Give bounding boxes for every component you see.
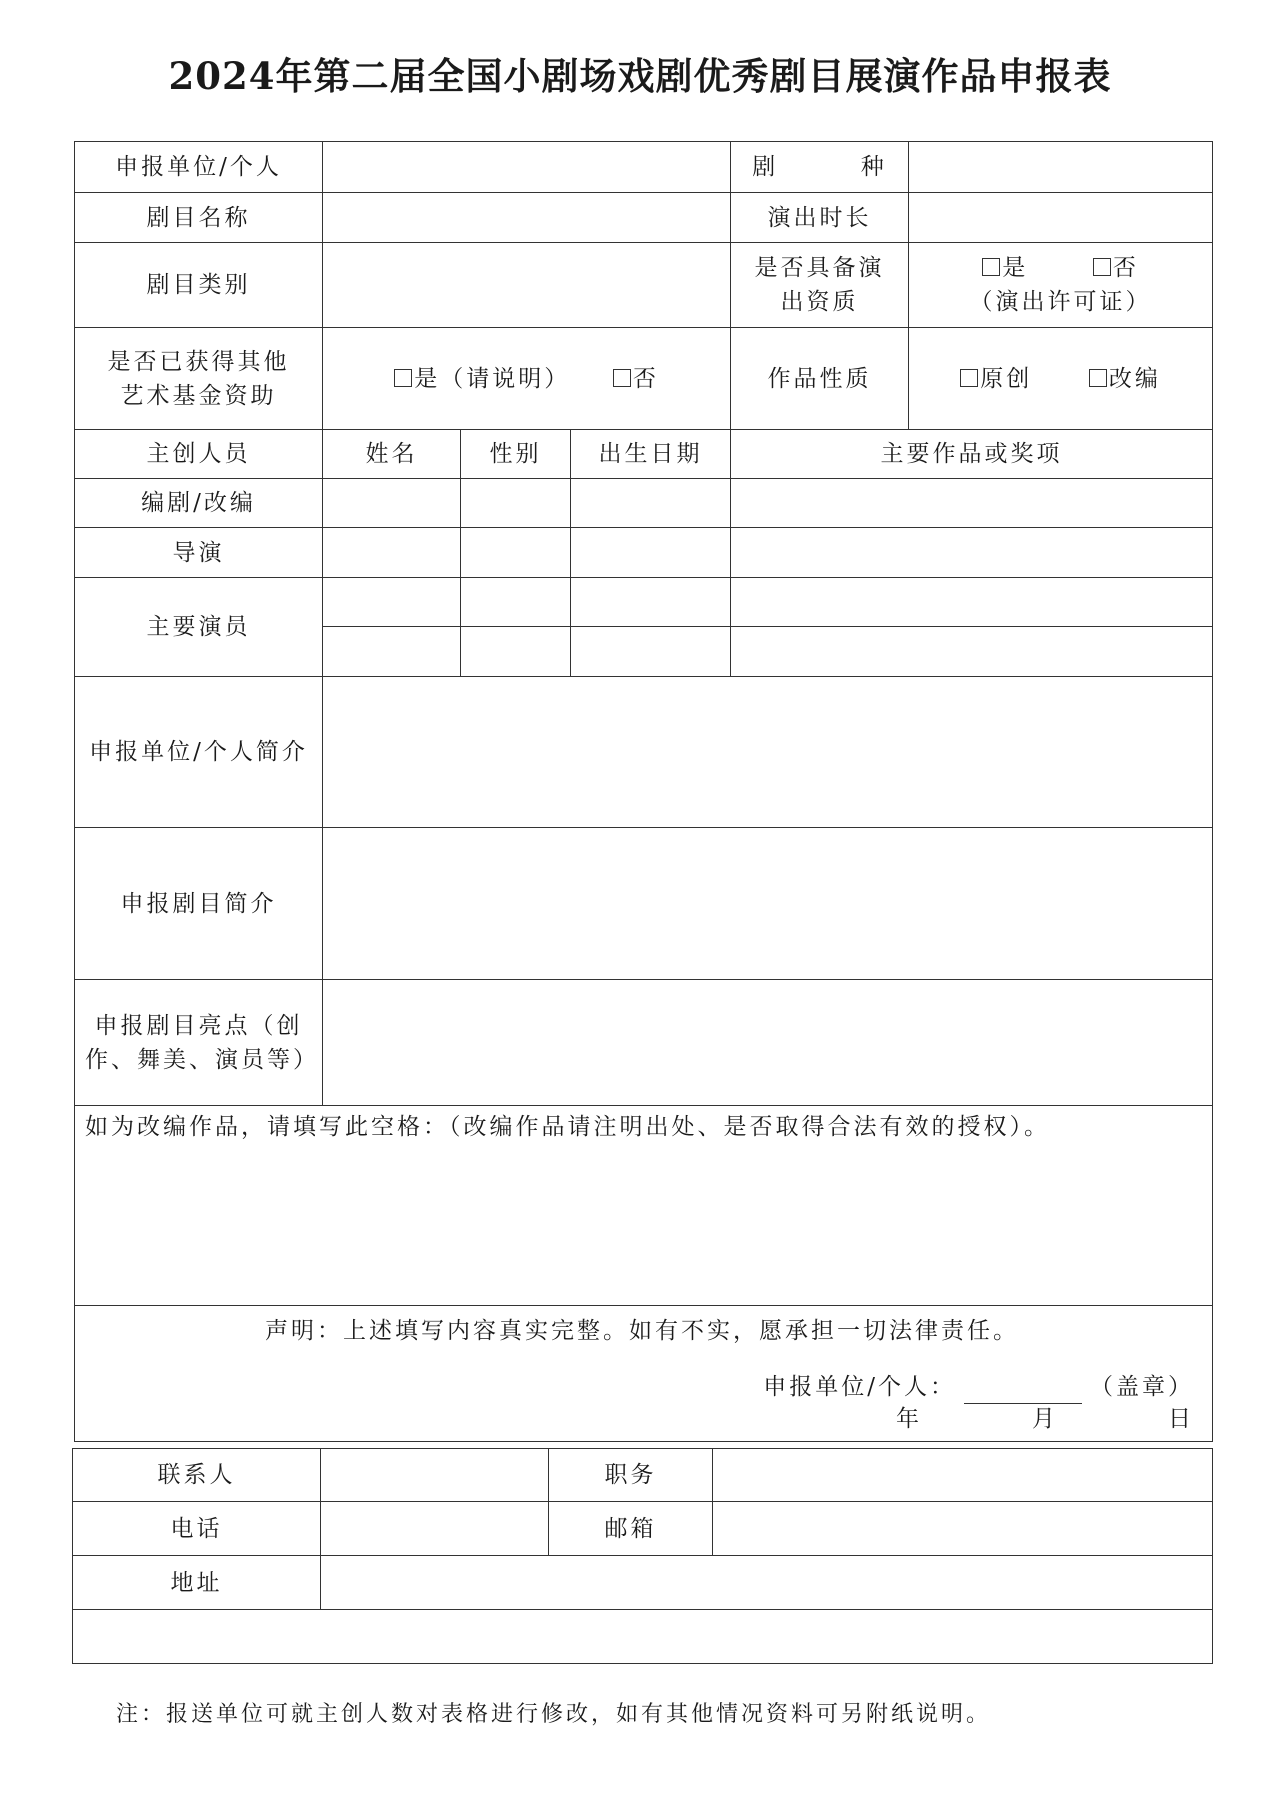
fund-options	[323, 328, 731, 430]
writer-label: 编剧/改编	[75, 479, 323, 528]
category-input[interactable]	[323, 243, 731, 328]
play-name-input[interactable]	[323, 193, 731, 243]
declaration-date	[896, 1402, 1194, 1436]
year-label: 年	[896, 1406, 923, 1432]
writer-gender-input[interactable]	[461, 479, 571, 528]
highlights-label: 申报剧目亮点（创作、舞美、演员等）	[75, 980, 323, 1106]
phone-label: 电话	[73, 1502, 321, 1556]
actor2-gender-input[interactable]	[461, 627, 571, 677]
writer-birthdate-input[interactable]	[571, 479, 731, 528]
contact-person-input[interactable]	[321, 1449, 549, 1502]
contact-person-label: 联系人	[73, 1449, 321, 1502]
play-intro-label: 申报剧目简介	[75, 828, 323, 980]
actor1-works-input[interactable]	[731, 578, 1213, 627]
nature-adapted-checkbox[interactable]: 改编	[1089, 366, 1161, 392]
nature-label: 作品性质	[731, 328, 909, 430]
contact-table	[72, 1448, 1213, 1664]
writer-works-input[interactable]	[731, 479, 1213, 528]
applicant-intro-input[interactable]	[323, 677, 1213, 828]
license-label: 是否具备演出资质	[731, 243, 909, 328]
creators-header-works: 主要作品或奖项	[731, 430, 1213, 479]
actor1-gender-input[interactable]	[461, 578, 571, 627]
duration-input[interactable]	[909, 193, 1213, 243]
address-label: 地址	[73, 1556, 321, 1610]
seal-label: （盖章）	[1090, 1374, 1195, 1400]
duration-label: 演出时长	[731, 193, 909, 243]
month-label: 月	[1032, 1406, 1059, 1432]
footnote: 注：报送单位可就主创人数对表格进行修改，如有其他情况资料可另附纸说明。	[116, 1702, 992, 1727]
license-note: （演出许可证）	[969, 289, 1152, 315]
nature-options	[909, 328, 1213, 430]
application-form	[74, 141, 1213, 1442]
creators-header-gender: 性别	[461, 430, 571, 479]
signature-input[interactable]	[964, 1381, 1082, 1404]
email-input[interactable]	[713, 1502, 1213, 1556]
applicant-intro-label: 申报单位/个人简介	[75, 677, 323, 828]
applicant-input[interactable]	[323, 142, 731, 193]
fund-label: 是否已获得其他艺术基金资助	[75, 328, 323, 430]
fund-yes-checkbox[interactable]: 是（请说明）	[394, 366, 570, 392]
address-input[interactable]	[321, 1556, 1213, 1610]
declaration-section	[75, 1306, 1213, 1442]
actor1-name-input[interactable]	[323, 578, 461, 627]
director-gender-input[interactable]	[461, 528, 571, 578]
signature-label: 申报单位/个人：	[763, 1374, 957, 1400]
director-name-input[interactable]	[323, 528, 461, 578]
nature-original-checkbox[interactable]: 原创	[960, 366, 1032, 392]
adaptation-note: 如为改编作品，请填写此空格：（改编作品请注明出处、是否取得合法有效的授权）。	[85, 1114, 1050, 1140]
adaptation-note-field[interactable]	[75, 1106, 1213, 1306]
position-label: 职务	[549, 1449, 713, 1502]
applicant-label: 申报单位/个人	[75, 142, 323, 193]
genre-input[interactable]	[909, 142, 1213, 193]
play-intro-input[interactable]	[323, 828, 1213, 980]
actor1-birthdate-input[interactable]	[571, 578, 731, 627]
creators-header-role: 主创人员	[75, 430, 323, 479]
fund-no-checkbox[interactable]: 否	[613, 366, 659, 392]
license-yes-checkbox[interactable]: 是	[982, 255, 1028, 281]
creators-header-birthdate: 出生日期	[571, 430, 731, 479]
actors-label: 主要演员	[75, 578, 323, 677]
signature-line	[763, 1370, 1194, 1404]
license-options	[909, 243, 1213, 328]
category-label: 剧目类别	[75, 243, 323, 328]
writer-name-input[interactable]	[323, 479, 461, 528]
director-label: 导演	[75, 528, 323, 578]
director-birthdate-input[interactable]	[571, 528, 731, 578]
day-label: 日	[1168, 1406, 1195, 1432]
position-input[interactable]	[713, 1449, 1213, 1502]
genre-label: 剧 种	[731, 142, 909, 193]
actor2-works-input[interactable]	[731, 627, 1213, 677]
actor2-name-input[interactable]	[323, 627, 461, 677]
highlights-input[interactable]	[323, 980, 1213, 1106]
form-title: 2024年第二届全国小剧场戏剧优秀剧目展演作品申报表	[168, 54, 1112, 98]
play-name-label: 剧目名称	[75, 193, 323, 243]
actor2-birthdate-input[interactable]	[571, 627, 731, 677]
creators-header-name: 姓名	[323, 430, 461, 479]
director-works-input[interactable]	[731, 528, 1213, 578]
declaration-text: 声明：上述填写内容真实完整。如有不实，愿承担一切法律责任。	[265, 1318, 1019, 1344]
license-no-checkbox[interactable]: 否	[1093, 255, 1139, 281]
email-label: 邮箱	[549, 1502, 713, 1556]
extra-blank-row[interactable]	[73, 1610, 1213, 1664]
phone-input[interactable]	[321, 1502, 549, 1556]
